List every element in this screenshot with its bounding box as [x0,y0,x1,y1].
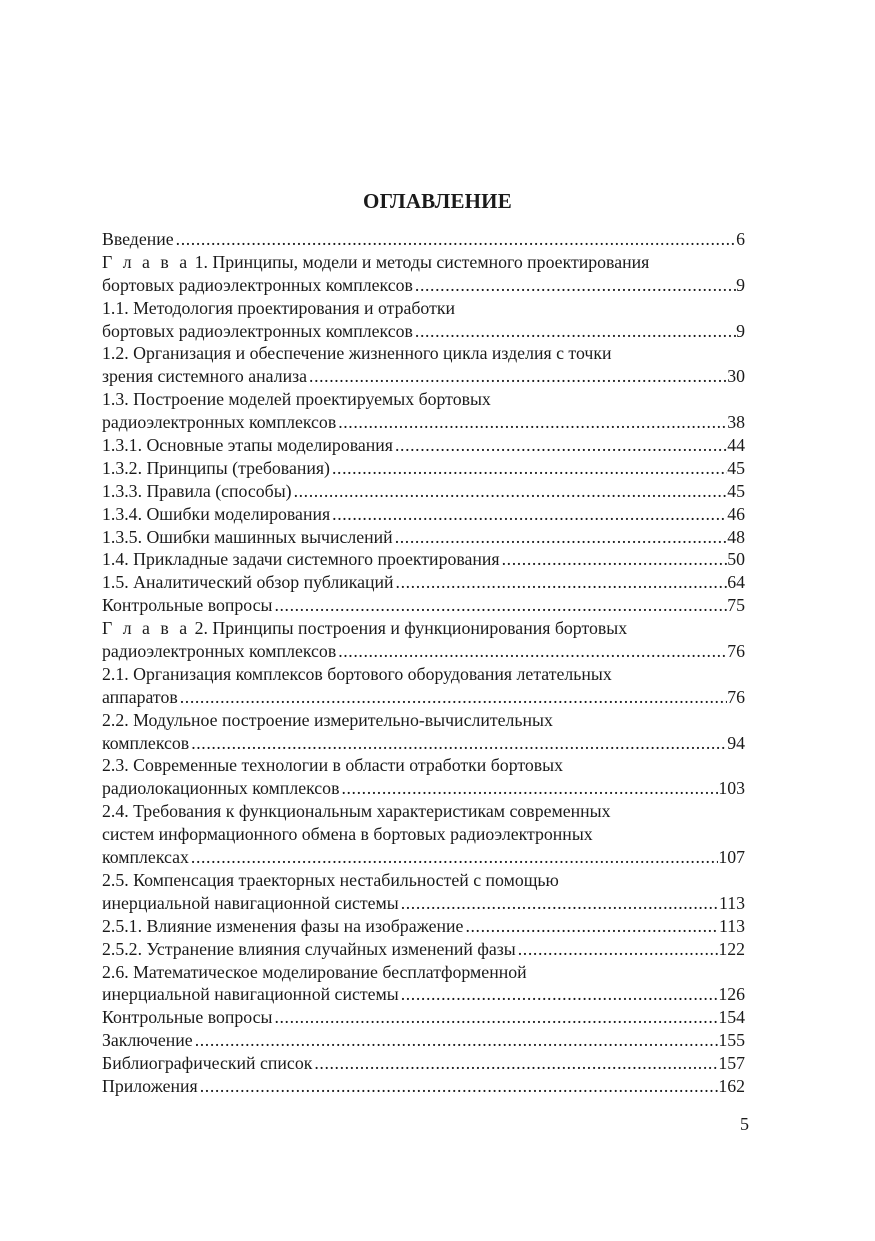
toc-entry[interactable] [102,961,745,1007]
toc-entry-text: 2.6. Математическое моделирование бесплатформенной [102,961,527,982]
dot-leader [413,274,736,297]
toc-entry-line [102,823,745,846]
toc-entry[interactable] [102,800,745,869]
toc-page-number: 76 [727,641,745,662]
toc-entry-title: 1.3.5. Ошибки машинных вычислений [102,526,393,547]
toc-entry-title: Контрольные вопросы [102,595,273,616]
toc-entry[interactable] [102,342,745,388]
dot-leader [336,640,727,663]
toc-entry[interactable] [102,915,745,938]
toc-page-number: 103 [718,778,745,799]
toc-page-number: 50 [727,549,745,570]
toc-entry-line [102,548,745,571]
toc-entry-line [102,480,745,503]
dot-leader [336,411,727,434]
toc-entry-line [102,846,745,869]
toc-page-number: 64 [727,572,745,593]
toc-entry-text [102,274,413,297]
toc-entry-title: инерциальной навигационной системы [102,892,399,913]
dot-leader [393,434,727,457]
toc-entry-line [102,915,745,938]
toc-entry-title: 1.5. Аналитический обзор публикаций [102,572,394,593]
toc-entry-text: систем информационного обмена в бортовых радиоэлектронных [102,824,593,845]
toc-entry-line [102,869,745,892]
dot-leader [272,594,727,617]
toc-entry-text [102,228,174,251]
toc-entry-title: зрения системного анализа [102,366,308,387]
chapter-label: Г л а в а [102,251,191,272]
toc-entry-text [102,915,463,938]
toc-page-number: 75 [727,595,745,616]
dot-leader [394,571,728,594]
toc-entry-text [102,411,336,434]
dot-leader [393,526,728,549]
toc-entry-text [102,983,399,1006]
toc-entry-title: Библиографический список [102,1053,313,1074]
toc-entry-text [102,320,413,343]
toc-entry-text [102,457,330,480]
toc-entry-text [102,640,336,663]
dot-leader [330,457,727,480]
chapter-label: Г л а в а [102,618,191,639]
toc-entry-title: Контрольные вопросы [102,1007,273,1028]
toc-entry-text: 2. Принципы построения и функционирования бортовых [190,618,628,639]
toc-entry[interactable] [102,228,745,251]
toc-page-number: 9 [736,320,745,341]
dot-leader [307,365,727,388]
table-of-contents [102,228,745,1098]
toc-entry-title: инерциальной навигационной системы [102,984,399,1005]
toc-entry-text: 1.3. Построение моделей проектируемых бортовых [102,389,491,410]
toc-entry[interactable] [102,251,745,297]
toc-entry-line [102,892,745,915]
toc-entry[interactable] [102,754,745,800]
toc-entry-title: 2.5.1. Влияние изменения фазы на изображение [102,915,464,936]
toc-entry-line [102,686,745,709]
toc-entry-text: 2.5. Компенсация траекторных нестабильностей с помощью [102,869,559,890]
toc-entry-text [102,1006,272,1029]
toc-entry-title: 2.5.2. Устранение влияния случайных изменений фазы [102,938,516,959]
toc-entry-text: 1.1. Методология проектирования и отработки [102,297,456,318]
toc-entry-text [102,365,307,388]
toc-page-number: 154 [718,1007,745,1028]
toc-entry[interactable] [102,503,745,526]
toc-entry-title: 1.3.2. Принципы (требования) [102,457,330,478]
toc-entry-line [102,526,745,549]
toc-entry-text: 2.2. Модульное построение измерительно-вычислительных [102,709,553,730]
toc-page-number: 155 [718,1030,745,1051]
toc-entry-line [102,228,745,251]
toc-entry[interactable] [102,571,745,594]
toc-entry-text [102,434,393,457]
toc-entry-text [102,686,178,709]
dot-leader [516,938,719,961]
toc-entry-text [102,526,393,549]
toc-entry-text: 1. Принципы, модели и методы системного проектирования [190,251,650,272]
toc-entry-line [102,938,745,961]
toc-entry-title: комплексов [102,732,190,753]
toc-entry[interactable] [102,548,745,571]
toc-page-number: 45 [727,457,745,478]
toc-entry-text [102,846,189,869]
toc-page-number: 107 [718,847,745,868]
dot-leader [292,480,728,503]
toc-entry[interactable] [102,938,745,961]
toc-entry-text [102,1052,312,1075]
dot-leader [399,983,719,1006]
dot-leader [413,320,736,343]
toc-entry-line [102,274,745,297]
toc-entry-line [102,594,745,617]
toc-page-number: 46 [727,503,745,524]
dot-leader [399,892,719,915]
toc-entry[interactable] [102,457,745,480]
toc-entry-text [102,503,330,526]
toc-entry-line [102,342,745,365]
toc-entry-title: Приложения [102,1075,198,1096]
toc-entry[interactable] [102,297,745,343]
toc-entry-line [102,503,745,526]
toc-entry-title: радиоэлектронных комплексов [102,412,337,433]
toc-entry[interactable] [102,869,745,915]
toc-entry-text [102,1029,193,1052]
dot-leader [330,503,727,526]
toc-entry-line [102,388,745,411]
toc-page-number: 94 [727,732,745,753]
toc-entry-line [102,754,745,777]
dot-leader [193,1029,719,1052]
toc-entry-text [102,892,399,915]
toc-entry[interactable] [102,594,745,617]
toc-entry-text [102,1075,198,1098]
toc-entry[interactable] [102,434,745,457]
toc-page-number: 157 [718,1053,745,1074]
page-title: ОГЛАВЛЕНИЕ [363,189,512,213]
toc-entry-text [102,732,189,755]
toc-entry-line [102,800,745,823]
dot-leader [178,686,727,709]
toc-entry-line [102,709,745,732]
toc-entry-title: радиолокационных комплексов [102,778,340,799]
toc-page-number: 38 [727,412,745,433]
toc-page-number: 162 [718,1075,745,1096]
toc-entry-line [102,1006,745,1029]
dot-leader [174,228,736,251]
toc-entry-title: радиоэлектронных комплексов [102,641,337,662]
toc-entry-title: комплексах [102,847,189,868]
toc-entry-text: 1.2. Организация и обеспечение жизненного цикла изделия с точки [102,343,612,364]
toc-entry[interactable] [102,388,745,434]
toc-entry-text [102,594,272,617]
toc-entry[interactable] [102,1052,745,1075]
toc-entry-text [102,571,394,594]
dot-leader [339,777,718,800]
toc-entry-line [102,1029,745,1052]
toc-page-number: 9 [736,274,745,295]
toc-page-number: 6 [736,229,745,249]
toc-entry-title: 1.3.1. Основные этапы моделирования [102,435,393,456]
toc-entry-line [102,297,745,320]
toc-entry-text [102,777,339,800]
toc-entry-line [102,617,745,640]
dot-leader [198,1075,719,1098]
toc-page-number: 44 [727,435,745,456]
toc-page-number: 30 [727,366,745,387]
toc-entry-line [102,961,745,984]
toc-entry-title: Заключение [102,1030,193,1051]
toc-entry-line [102,732,745,755]
dot-leader [272,1006,718,1029]
toc-entry-line [102,983,745,1006]
toc-entry-line [102,251,745,274]
toc-entry-title: бортовых радиоэлектронных комплексов [102,320,413,341]
toc-entry-text: 2.1. Организация комплексов бортового оборудования летательных [102,663,612,684]
toc-entry-line [102,663,745,686]
dot-leader [500,548,728,571]
toc-page-number: 122 [718,938,745,959]
toc-entry-text: 2.3. Современные технологии в области отработки бортовых [102,755,564,776]
toc-entry-title: 1.3.4. Ошибки моделирования [102,503,331,524]
toc-entry-line [102,411,745,434]
page-number: 5 [740,1114,749,1134]
dot-leader [312,1052,718,1075]
toc-entry[interactable] [102,709,745,755]
toc-entry-line [102,777,745,800]
toc-entry[interactable] [102,526,745,549]
toc-entry-title: Введение [102,229,174,249]
dot-leader [189,732,727,755]
toc-entry[interactable] [102,480,745,503]
toc-page-number: 48 [727,526,745,547]
toc-entry-text [102,938,516,961]
toc-entry-title: бортовых радиоэлектронных комплексов [102,274,413,295]
toc-page-number: 76 [727,686,745,707]
toc-page-number: 45 [727,480,745,501]
toc-entry[interactable] [102,1006,745,1029]
dot-leader [189,846,718,869]
toc-entry[interactable] [102,1075,745,1098]
toc-entry-text: 2.4. Требования к функциональным характеристикам современных [102,801,611,822]
toc-entry[interactable] [102,663,745,709]
toc-page-number: 113 [718,915,745,936]
toc-page-number: 113 [718,892,745,913]
toc-entry[interactable] [102,1029,745,1052]
toc-entry-line [102,1052,745,1075]
toc-entry-title: аппаратов [102,686,178,707]
toc-entry-text [102,480,292,503]
toc-entry-text [102,548,500,571]
toc-entry-line [102,571,745,594]
toc-entry-title: 1.4. Прикладные задачи системного проектирования [102,549,500,570]
toc-entry-line [102,1075,745,1098]
toc-entry-title: 1.3.3. Правила (способы) [102,480,292,501]
toc-entry-line [102,457,745,480]
toc-entry-line [102,640,745,663]
toc-entry[interactable] [102,617,745,663]
toc-entry-line [102,434,745,457]
toc-page-number: 126 [718,984,745,1005]
toc-entry-line [102,320,745,343]
toc-entry-line [102,365,745,388]
dot-leader [463,915,719,938]
